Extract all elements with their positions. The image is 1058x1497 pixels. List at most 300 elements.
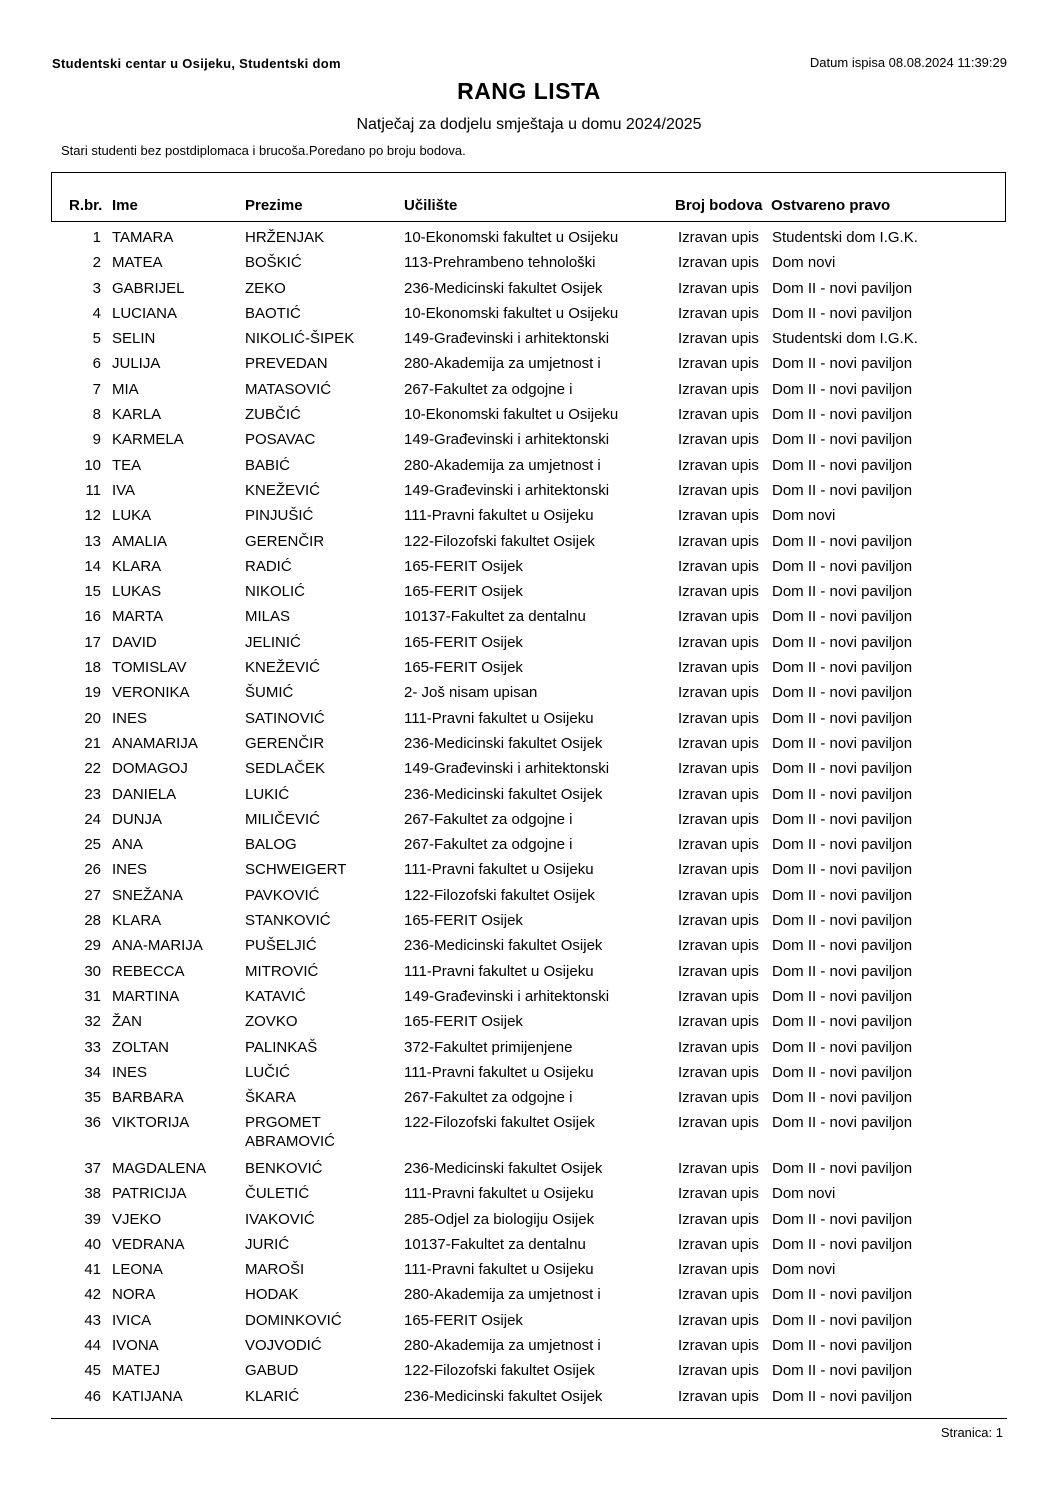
cell-bodovi: Izravan upis	[678, 760, 759, 778]
cell-pravo: Dom II - novi paviljon	[772, 1159, 913, 1177]
cell-prezime: ČULETIĆ	[245, 1185, 310, 1203]
cell-uciliste: 267-Fakultet za odgojne i	[404, 1089, 573, 1107]
table-row	[0, 506, 1058, 531]
table-row	[0, 1012, 1058, 1037]
cell-ime: GABRIJEL	[112, 279, 185, 297]
cell-rbr: 22	[84, 760, 101, 778]
cell-uciliste: 236-Medicinski fakultet Osijek	[404, 785, 603, 803]
cell-rbr: 44	[84, 1337, 101, 1355]
cell-rbr: 19	[84, 684, 101, 702]
table-row	[0, 658, 1058, 683]
cell-rbr: 46	[84, 1387, 101, 1405]
cell-ime: ŽAN	[112, 1013, 142, 1031]
table-row	[0, 886, 1058, 911]
cell-bodovi: Izravan upis	[678, 355, 759, 373]
cell-rbr: 23	[84, 785, 101, 803]
table-row	[0, 633, 1058, 658]
cell-ime: IVONA	[112, 1337, 159, 1355]
cell-prezime: LUKIĆ	[245, 785, 290, 803]
cell-bodovi: Izravan upis	[678, 304, 759, 322]
table-row	[0, 582, 1058, 607]
cell-uciliste: 165-FERIT Osijek	[404, 1013, 523, 1031]
cell-rbr: 7	[92, 380, 101, 398]
cell-bodovi: Izravan upis	[678, 987, 759, 1005]
cell-uciliste: 122-Filozofski fakultet Osijek	[404, 1362, 595, 1380]
table-row	[0, 911, 1058, 936]
cell-uciliste: 236-Medicinski fakultet Osijek	[404, 279, 603, 297]
cell-ime: LUCIANA	[112, 304, 178, 322]
cell-prezime: ZEKO	[245, 279, 286, 297]
cell-rbr: 38	[84, 1185, 101, 1203]
table-row	[0, 936, 1058, 961]
cell-pravo: Dom II - novi paviljon	[772, 456, 913, 474]
cell-bodovi: Izravan upis	[678, 1362, 759, 1380]
cell-prezime: IVAKOVIĆ	[245, 1210, 315, 1228]
cell-bodovi: Izravan upis	[678, 1311, 759, 1329]
cell-bodovi: Izravan upis	[678, 1261, 759, 1279]
cell-pravo: Dom II - novi paviljon	[772, 583, 913, 601]
table-row	[0, 228, 1058, 253]
cell-pravo: Dom II - novi paviljon	[772, 1337, 913, 1355]
cell-prezime: NIKOLIĆ-ŠIPEK	[245, 330, 355, 348]
cell-ime: REBECCA	[112, 962, 185, 980]
cell-bodovi: Izravan upis	[678, 254, 759, 272]
column-header-pravo: Ostvareno pravo	[771, 197, 891, 214]
cell-uciliste: 122-Filozofski fakultet Osijek	[404, 886, 595, 904]
column-header-bodovi: Broj bodova	[675, 197, 763, 214]
cell-bodovi: Izravan upis	[678, 836, 759, 854]
cell-ime: SELIN	[112, 330, 156, 348]
cell-pravo: Dom II - novi paviljon	[772, 406, 913, 424]
cell-uciliste: 111-Pravni fakultet u Osijeku	[404, 709, 594, 727]
cell-prezime: NIKOLIĆ	[245, 583, 306, 601]
cell-pravo: Dom II - novi paviljon	[772, 937, 913, 955]
table-row	[0, 1387, 1058, 1412]
cell-prezime: BOŠKIĆ	[245, 254, 302, 272]
cell-ime: KARLA	[112, 406, 162, 424]
table-row	[0, 405, 1058, 430]
cell-pravo: Dom II - novi paviljon	[772, 760, 913, 778]
cell-ime: INES	[112, 1063, 148, 1081]
cell-prezime: PINJUŠIĆ	[245, 507, 314, 525]
table-row	[0, 810, 1058, 835]
cell-ime: ZOLTAN	[112, 1038, 169, 1056]
cell-ime: KATIJANA	[112, 1387, 183, 1405]
table-row	[0, 1184, 1058, 1209]
cell-ime: LEONA	[112, 1261, 163, 1279]
cell-uciliste: 267-Fakultet za odgojne i	[404, 810, 573, 828]
cell-bodovi: Izravan upis	[678, 684, 759, 702]
cell-rbr: 31	[84, 987, 101, 1005]
cell-bodovi: Izravan upis	[678, 1038, 759, 1056]
cell-bodovi: Izravan upis	[678, 229, 759, 246]
table-row	[0, 532, 1058, 557]
cell-pravo: Dom II - novi paviljon	[772, 532, 913, 550]
cell-ime: BARBARA	[112, 1089, 184, 1107]
cell-uciliste: 236-Medicinski fakultet Osijek	[404, 937, 603, 955]
cell-prezime: ZOVKO	[245, 1013, 298, 1031]
cell-ime: NORA	[112, 1286, 156, 1304]
table-row	[0, 253, 1058, 278]
cell-prezime: SEDLAČEK	[245, 760, 326, 778]
cell-ime: PATRICIJA	[112, 1185, 187, 1203]
table-row	[0, 835, 1058, 860]
cell-rbr: 43	[84, 1311, 101, 1329]
cell-prezime: BAOTIĆ	[245, 304, 301, 322]
cell-uciliste: 149-Građevinski i arhitektonski	[404, 760, 610, 778]
organization-name: Studentski centar u Osijeku, Studentski dom	[52, 56, 341, 71]
table-row	[0, 1088, 1058, 1113]
cell-pravo: Dom II - novi paviljon	[772, 1210, 913, 1228]
cell-prezime: ŠUMIĆ	[245, 684, 294, 702]
footer-divider	[51, 1418, 1007, 1419]
cell-ime: TEA	[112, 456, 142, 474]
cell-ime: TOMISLAV	[112, 659, 187, 677]
cell-bodovi: Izravan upis	[678, 1159, 759, 1177]
cell-pravo: Dom II - novi paviljon	[772, 836, 913, 854]
cell-pravo: Dom II - novi paviljon	[772, 1311, 913, 1329]
cell-uciliste: 280-Akademija za umjetnost i	[404, 1286, 601, 1304]
cell-prezime: LUČIĆ	[245, 1063, 291, 1081]
cell-ime: DOMAGOJ	[112, 760, 188, 778]
document-title: RANG LISTA	[457, 78, 601, 104]
cell-rbr: 39	[84, 1210, 101, 1228]
cell-prezime: DOMINKOVIĆ	[245, 1311, 342, 1329]
cell-bodovi: Izravan upis	[678, 1063, 759, 1081]
cell-pravo: Dom II - novi paviljon	[772, 1387, 913, 1405]
cell-ime: DANIELA	[112, 785, 177, 803]
cell-prezime: SATINOVIĆ	[245, 709, 325, 727]
cell-rbr: 9	[92, 431, 101, 449]
cell-ime: INES	[112, 709, 148, 727]
cell-rbr: 13	[84, 532, 101, 550]
table-row	[0, 430, 1058, 455]
cell-rbr: 11	[85, 481, 101, 499]
cell-ime: MARTINA	[112, 987, 180, 1005]
cell-prezime: PAVKOVIĆ	[245, 886, 320, 904]
cell-pravo: Dom II - novi paviljon	[772, 1235, 913, 1253]
table-row	[0, 329, 1058, 354]
cell-rbr: 37	[84, 1159, 101, 1177]
cell-uciliste: 267-Fakultet za odgojne i	[404, 836, 573, 854]
cell-prezime: KATAVIĆ	[245, 987, 306, 1005]
cell-bodovi: Izravan upis	[678, 532, 759, 550]
cell-rbr: 1	[92, 229, 101, 246]
page-number: Stranica: 1	[940, 1425, 1003, 1440]
cell-uciliste: 111-Pravni fakultet u Osijeku	[404, 507, 594, 525]
cell-uciliste: 122-Filozofski fakultet Osijek	[404, 532, 595, 550]
cell-uciliste: 165-FERIT Osijek	[404, 912, 523, 930]
cell-pravo: Dom II - novi paviljon	[772, 659, 913, 677]
cell-ime: LUKAS	[112, 583, 162, 601]
cell-prezime: GERENČIR	[245, 532, 325, 550]
cell-uciliste: 267-Fakultet za odgojne i	[404, 380, 573, 398]
cell-uciliste: 280-Akademija za umjetnost i	[404, 1337, 601, 1355]
cell-uciliste: 10137-Fakultet za dentalnu	[404, 608, 586, 626]
cell-bodovi: Izravan upis	[678, 886, 759, 904]
cell-uciliste: 111-Pravni fakultet u Osijeku	[404, 1261, 594, 1279]
table-row	[0, 987, 1058, 1012]
table-row	[0, 683, 1058, 708]
cell-ime: ANAMARIJA	[112, 734, 198, 752]
cell-prezime: GERENČIR	[245, 734, 325, 752]
cell-rbr: 16	[84, 608, 101, 626]
cell-rbr: 32	[84, 1013, 101, 1031]
cell-pravo: Dom II - novi paviljon	[772, 709, 913, 727]
table-row	[0, 1311, 1058, 1336]
cell-bodovi: Izravan upis	[678, 481, 759, 499]
cell-uciliste: 285-Odjel za biologiju Osijek	[404, 1210, 595, 1228]
cell-prezime: PUŠELJIĆ	[245, 937, 317, 955]
cell-pravo: Dom novi	[772, 1261, 836, 1279]
cell-pravo: Dom II - novi paviljon	[772, 608, 913, 626]
cell-uciliste: 149-Građevinski i arhitektonski	[404, 431, 610, 449]
cell-uciliste: 280-Akademija za umjetnost i	[404, 355, 601, 373]
cell-ime: INES	[112, 861, 148, 879]
cell-prezime: ZUBČIĆ	[245, 406, 301, 424]
table-row	[0, 709, 1058, 734]
cell-bodovi: Izravan upis	[678, 1235, 759, 1253]
cell-pravo: Studentski dom I.G.K.	[772, 330, 918, 348]
cell-pravo: Dom novi	[772, 254, 836, 272]
cell-prezime: BABIĆ	[245, 456, 291, 474]
cell-uciliste: 149-Građevinski i arhitektonski	[404, 987, 610, 1005]
cell-pravo: Dom II - novi paviljon	[772, 279, 913, 297]
cell-prezime: HODAK	[245, 1286, 299, 1304]
cell-prezime: PRGOMET ABRAMOVIĆ	[245, 1114, 336, 1151]
document-subtitle: Natječaj za dodjelu smještaja u domu 2024/2025	[356, 116, 702, 133]
cell-bodovi: Izravan upis	[678, 1013, 759, 1031]
cell-rbr: 4	[92, 304, 101, 322]
cell-pravo: Dom II - novi paviljon	[772, 1013, 913, 1031]
cell-uciliste: 165-FERIT Osijek	[404, 1311, 523, 1329]
table-row	[0, 607, 1058, 632]
cell-uciliste: 372-Fakultet primijenjene	[404, 1038, 573, 1056]
cell-bodovi: Izravan upis	[678, 810, 759, 828]
cell-prezime: PALINKAŠ	[245, 1038, 318, 1056]
cell-bodovi: Izravan upis	[678, 557, 759, 575]
cell-pravo: Dom II - novi paviljon	[772, 785, 913, 803]
cell-rbr: 2	[92, 254, 101, 272]
cell-prezime: JURIĆ	[245, 1235, 290, 1253]
table-row	[0, 1361, 1058, 1386]
cell-bodovi: Izravan upis	[678, 861, 759, 879]
table-row	[0, 1159, 1058, 1184]
cell-rbr: 40	[84, 1235, 101, 1253]
filter-note: Stari studenti bez postdiplomaca i brucoša.Poredano po broju bodova.	[61, 143, 466, 158]
cell-rbr: 15	[84, 583, 101, 601]
cell-bodovi: Izravan upis	[678, 633, 759, 651]
cell-uciliste: 165-FERIT Osijek	[404, 583, 523, 601]
column-header-uciliste: Učilište	[404, 197, 458, 214]
cell-prezime: SCHWEIGERT	[245, 861, 347, 879]
cell-prezime: STANKOVIĆ	[245, 912, 331, 930]
cell-prezime: MITROVIĆ	[245, 962, 319, 980]
cell-ime: ANA-MARIJA	[112, 937, 203, 955]
cell-prezime: RADIĆ	[245, 557, 292, 575]
table-row	[0, 1113, 1058, 1159]
cell-prezime: POSAVAC	[245, 431, 316, 449]
cell-ime: KARMELA	[112, 431, 184, 449]
cell-ime: TAMARA	[112, 229, 174, 246]
cell-bodovi: Izravan upis	[678, 583, 759, 601]
cell-uciliste: 236-Medicinski fakultet Osijek	[404, 734, 603, 752]
cell-prezime: KLARIĆ	[245, 1387, 300, 1405]
table-row	[0, 1210, 1058, 1235]
cell-pravo: Studentski dom I.G.K.	[772, 229, 918, 246]
cell-bodovi: Izravan upis	[678, 1089, 759, 1107]
column-header-rbr: R.br.	[69, 197, 103, 214]
cell-ime: MAGDALENA	[112, 1159, 207, 1177]
table-row	[0, 1235, 1058, 1260]
cell-bodovi: Izravan upis	[678, 608, 759, 626]
cell-rbr: 27	[84, 886, 101, 904]
cell-pravo: Dom II - novi paviljon	[772, 431, 913, 449]
cell-pravo: Dom II - novi paviljon	[772, 1114, 913, 1132]
table-row	[0, 481, 1058, 506]
cell-bodovi: Izravan upis	[678, 330, 759, 348]
cell-rbr: 24	[84, 810, 101, 828]
cell-pravo: Dom II - novi paviljon	[772, 734, 913, 752]
cell-prezime: VOJVODIĆ	[245, 1337, 322, 1355]
cell-ime: VERONIKA	[112, 684, 190, 702]
table-row	[0, 456, 1058, 481]
cell-bodovi: Izravan upis	[678, 456, 759, 474]
cell-rbr: 29	[84, 937, 101, 955]
cell-ime: DAVID	[112, 633, 157, 651]
table-row	[0, 1285, 1058, 1310]
cell-rbr: 33	[84, 1038, 101, 1056]
cell-bodovi: Izravan upis	[678, 279, 759, 297]
cell-rbr: 36	[84, 1114, 101, 1132]
cell-rbr: 42	[84, 1286, 101, 1304]
cell-pravo: Dom II - novi paviljon	[772, 912, 913, 930]
cell-rbr: 26	[84, 861, 101, 879]
cell-bodovi: Izravan upis	[678, 406, 759, 424]
cell-uciliste: 113-Prehrambeno tehnološki	[404, 254, 596, 272]
cell-pravo: Dom II - novi paviljon	[772, 633, 913, 651]
cell-pravo: Dom II - novi paviljon	[772, 304, 913, 322]
cell-bodovi: Izravan upis	[678, 380, 759, 398]
cell-ime: LUKA	[112, 507, 152, 525]
cell-rbr: 8	[92, 406, 101, 424]
cell-prezime: MILIČEVIĆ	[245, 810, 321, 828]
cell-bodovi: Izravan upis	[678, 962, 759, 980]
cell-pravo: Dom novi	[772, 507, 836, 525]
cell-pravo: Dom novi	[772, 1185, 836, 1203]
table-row	[0, 1260, 1058, 1285]
cell-bodovi: Izravan upis	[678, 912, 759, 930]
cell-pravo: Dom II - novi paviljon	[772, 684, 913, 702]
cell-rbr: 18	[84, 659, 101, 677]
cell-ime: VEDRANA	[112, 1235, 185, 1253]
cell-prezime: BENKOVIĆ	[245, 1159, 323, 1177]
cell-uciliste: 236-Medicinski fakultet Osijek	[404, 1159, 603, 1177]
cell-ime: IVICA	[112, 1311, 152, 1329]
cell-bodovi: Izravan upis	[678, 1210, 759, 1228]
table-row	[0, 279, 1058, 304]
table-row	[0, 860, 1058, 885]
cell-bodovi: Izravan upis	[678, 659, 759, 677]
table-row	[0, 785, 1058, 810]
cell-rbr: 28	[84, 912, 101, 930]
ranking-table-body	[0, 228, 1058, 1412]
cell-pravo: Dom II - novi paviljon	[772, 557, 913, 575]
table-row	[0, 962, 1058, 987]
cell-ime: ANA	[112, 836, 143, 854]
cell-ime: DUNJA	[112, 810, 163, 828]
table-row	[0, 354, 1058, 379]
cell-uciliste: 165-FERIT Osijek	[404, 659, 523, 677]
cell-uciliste: 280-Akademija za umjetnost i	[404, 456, 601, 474]
cell-pravo: Dom II - novi paviljon	[772, 987, 913, 1005]
cell-uciliste: 149-Građevinski i arhitektonski	[404, 330, 610, 348]
cell-bodovi: Izravan upis	[678, 507, 759, 525]
table-row	[0, 557, 1058, 582]
cell-pravo: Dom II - novi paviljon	[772, 1038, 913, 1056]
column-header-prezime: Prezime	[245, 197, 303, 214]
cell-prezime: MAROŠI	[245, 1261, 305, 1279]
cell-rbr: 12	[84, 507, 101, 525]
cell-pravo: Dom II - novi paviljon	[772, 810, 913, 828]
cell-bodovi: Izravan upis	[678, 1286, 759, 1304]
cell-uciliste: 111-Pravni fakultet u Osijeku	[404, 962, 594, 980]
cell-bodovi: Izravan upis	[678, 431, 759, 449]
cell-rbr: 6	[92, 355, 101, 373]
cell-rbr: 5	[92, 330, 101, 348]
cell-uciliste: 2- Još nisam upisan	[404, 684, 538, 702]
cell-ime: KLARA	[112, 912, 162, 930]
cell-ime: IVA	[112, 481, 136, 499]
cell-pravo: Dom II - novi paviljon	[772, 962, 913, 980]
cell-uciliste: 122-Filozofski fakultet Osijek	[404, 1114, 595, 1132]
cell-uciliste: 165-FERIT Osijek	[404, 633, 523, 651]
cell-rbr: 21	[84, 734, 101, 752]
cell-pravo: Dom II - novi paviljon	[772, 861, 913, 879]
cell-uciliste: 111-Pravni fakultet u Osijeku	[404, 861, 594, 879]
cell-bodovi: Izravan upis	[678, 785, 759, 803]
cell-prezime: MATASOVIĆ	[245, 380, 332, 398]
cell-pravo: Dom II - novi paviljon	[772, 355, 913, 373]
cell-rbr: 17	[84, 633, 101, 651]
cell-ime: SNEŽANA	[112, 886, 183, 904]
cell-ime: AMALIA	[112, 532, 168, 550]
cell-prezime: MILAS	[245, 608, 291, 626]
cell-bodovi: Izravan upis	[678, 734, 759, 752]
cell-rbr: 20	[84, 709, 101, 727]
cell-rbr: 30	[84, 962, 101, 980]
cell-ime: MARTA	[112, 608, 164, 626]
cell-pravo: Dom II - novi paviljon	[772, 1362, 913, 1380]
cell-ime: VIKTORIJA	[112, 1114, 190, 1132]
cell-prezime: HRŽENJAK	[245, 229, 325, 246]
cell-pravo: Dom II - novi paviljon	[772, 1286, 913, 1304]
cell-rbr: 3	[92, 279, 101, 297]
cell-rbr: 45	[84, 1362, 101, 1380]
table-row	[0, 759, 1058, 784]
cell-prezime: JELINIĆ	[245, 633, 301, 651]
cell-ime: KLARA	[112, 557, 162, 575]
table-row	[0, 1038, 1058, 1063]
print-date: Datum ispisa 08.08.2024 11:39:29	[809, 55, 1007, 70]
column-header-ime: Ime	[112, 197, 138, 214]
cell-bodovi: Izravan upis	[678, 937, 759, 955]
cell-prezime: KNEŽEVIĆ	[245, 481, 321, 499]
cell-uciliste: 10-Ekonomski fakultet u Osijeku	[404, 304, 619, 322]
cell-pravo: Dom II - novi paviljon	[772, 481, 913, 499]
cell-rbr: 25	[84, 836, 101, 854]
cell-ime: MATEA	[112, 254, 163, 272]
